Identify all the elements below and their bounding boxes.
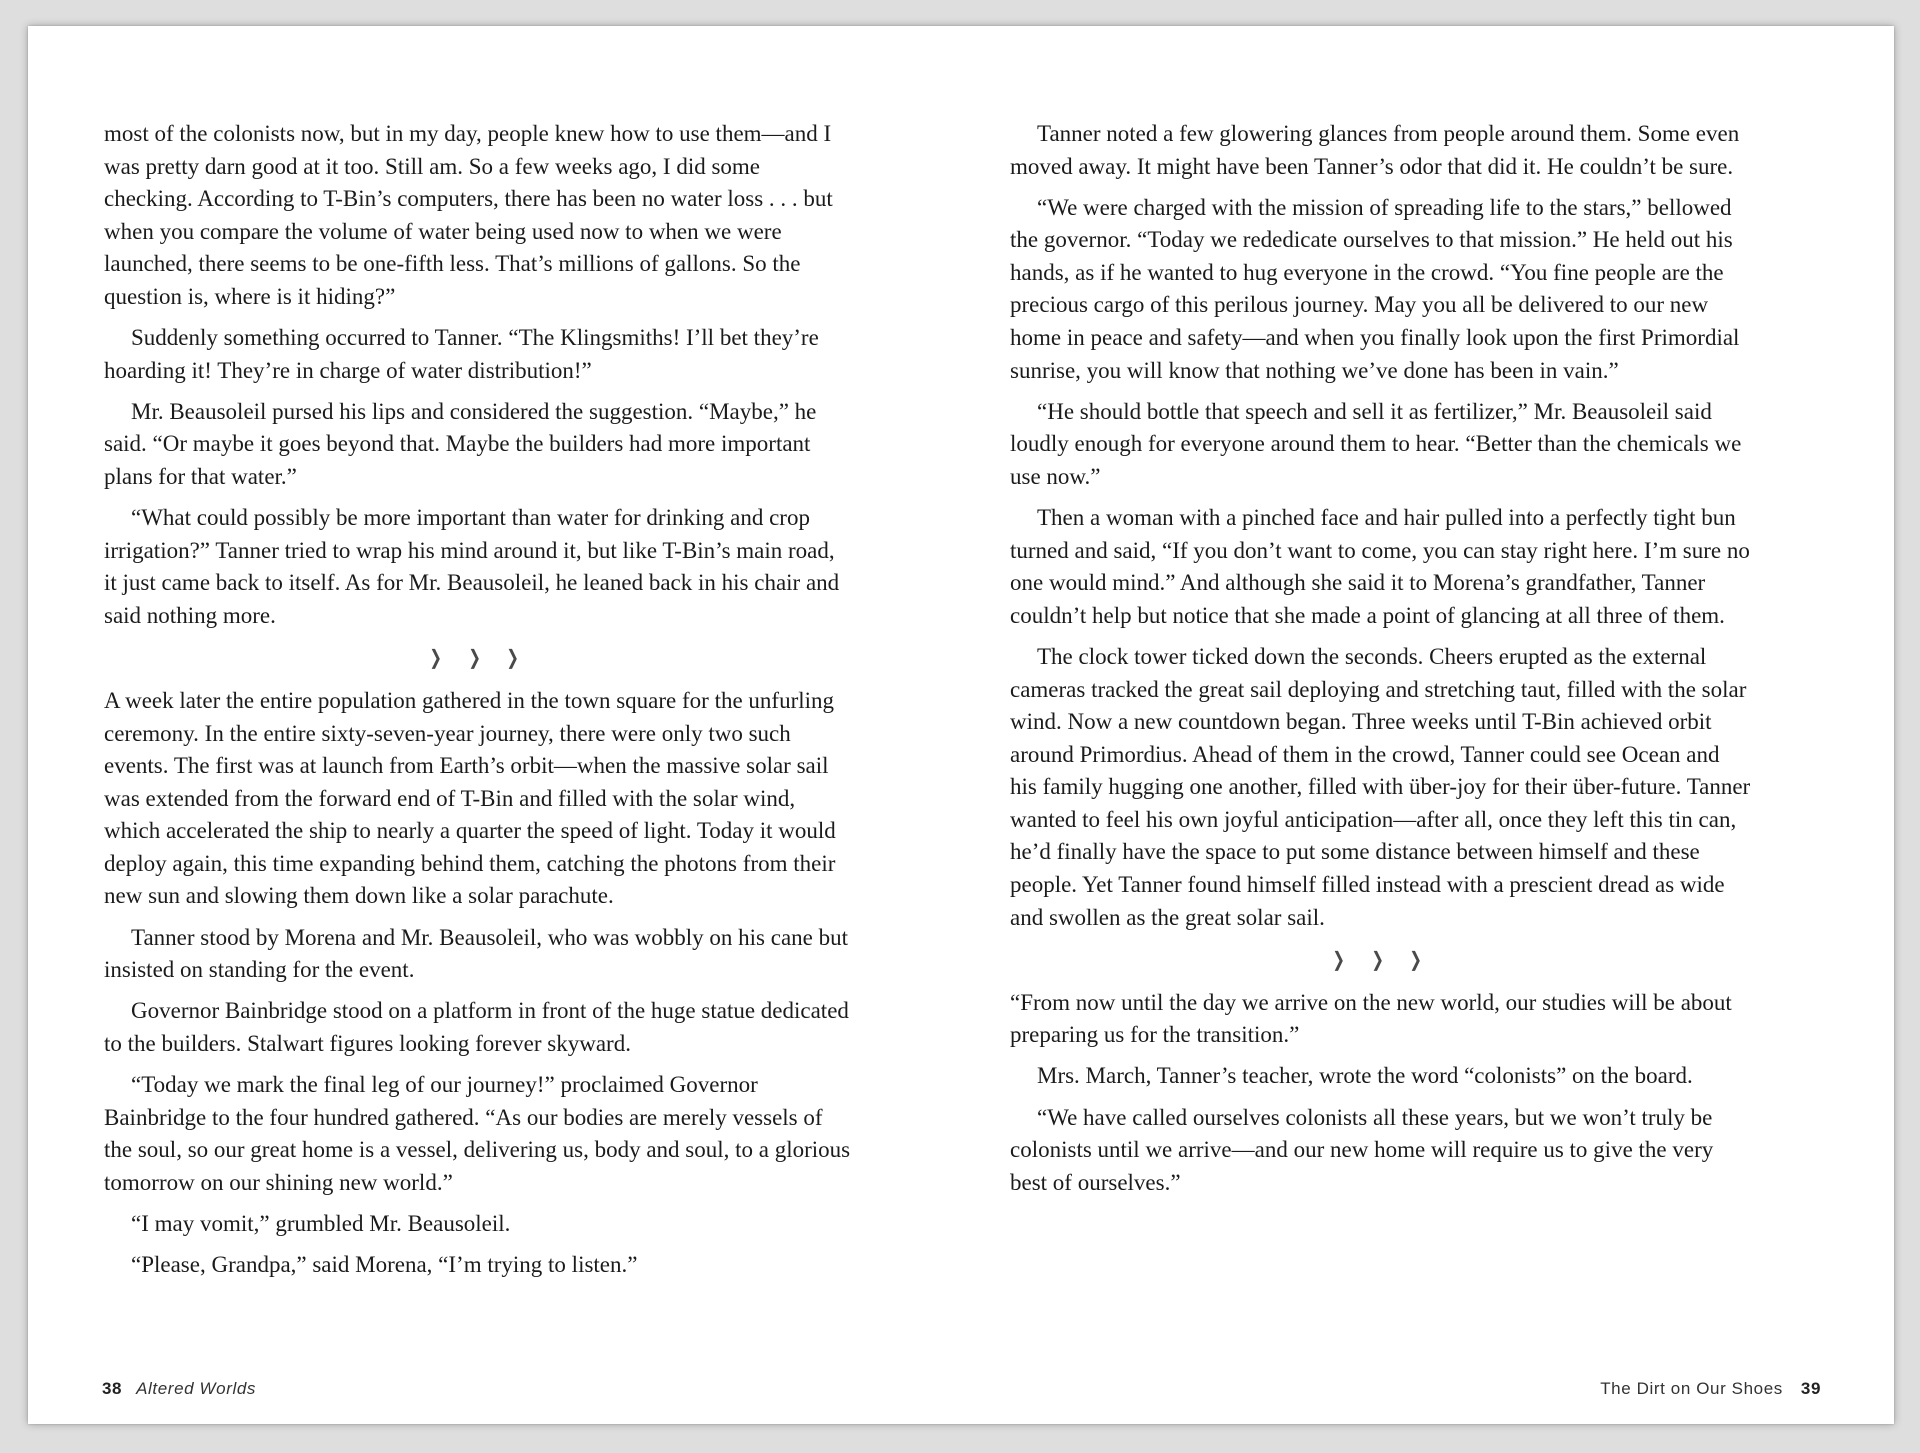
right-page-footer <box>1600 1379 1821 1399</box>
paragraph: Governor Bainbridge stood on a platform in front of the huge statue dedicated to the builders. Stalwart figures looking forever skyward. <box>104 998 849 1056</box>
running-head: Altered Worlds <box>136 1379 256 1398</box>
chevron-right-icon: ❯ <box>1370 946 1392 971</box>
paragraph: Tanner noted a few glowering glances from people around them. Some even moved away. It might have been Tanner’s odor that did it. He couldn’t be sure. <box>1010 121 1740 179</box>
left-page-footer <box>102 1379 256 1399</box>
book-spread <box>28 26 1894 1424</box>
paragraph: Mrs. March, Tanner’s teacher, wrote the word “colonists” on the board. <box>1037 1063 1693 1089</box>
section-break-ornament <box>1010 943 1752 975</box>
page-number: 38 <box>102 1379 123 1398</box>
left-page <box>28 26 961 1424</box>
paragraph: Mr. Beausoleil pursed his lips and considered the suggestion. “Maybe,” he said. “Or maybe it goes beyond that. Maybe the builders had more important plans for that water.” <box>104 398 817 489</box>
chevron-right-icon: ❯ <box>506 644 527 669</box>
page-number: 39 <box>1800 1379 1821 1398</box>
paragraph: Then a woman with a pinched face and hair pulled into a perfectly tight bun turned and said, “If you don’t want to come, you can stay right here. I’m sure no one would mind.” And although she said it to Morena’s grandfather, Tanner couldn’t help but notice that she made a point of glancing at all three of them. <box>1010 505 1750 628</box>
chevron-right-icon: ❯ <box>1332 946 1353 971</box>
right-page <box>961 26 1894 1424</box>
chevron-right-icon: ❯ <box>429 644 450 669</box>
paragraph: “He should bottle that speech and sell it as fertilizer,” Mr. Beausoleil said loudly enough for everyone around them to hear. “Better than the chemicals we use now.” <box>1010 398 1742 489</box>
paragraph: “We have called ourselves colonists all these years, but we won’t truly be colonists until we arrive—and our new home will require us to give the very best of ourselves.” <box>1010 1104 1714 1195</box>
right-page-body <box>1010 118 1752 1208</box>
paragraph: most of the colonists now, but in my day, people knew how to use them—and I was pretty darn good at it too. Still am. So a few weeks ago, I did some checking. According to T-Bin’s computers, there has been no water loss . . . but when you compare the volume of water being used now to when we were launched, there seems to be one-fifth less. That’s millions of gallons. So the question is, where is it hiding?” <box>104 121 833 309</box>
paragraph: Tanner stood by Morena and Mr. Beausoleil, who was wobbly on his cane but insisted on standing for the event. <box>104 924 849 983</box>
paragraph: A week later the entire population gathered in the town square for the unfurling ceremony. In the entire sixty-seven-year journey, there were only two such events. The first was at launch from Earth’s orbit—when the massive solar sail was extended from the forward end of T-Bin and filled with the solar wind, which accelerated the ship to nearly a quarter the speed of light. Today it would deploy again, this time expanding behind them, catching the photons from their new sun and slowing them down like a solar parachute. <box>104 687 836 909</box>
chevron-right-icon: ❯ <box>467 644 489 669</box>
paragraph: “Please, Grandpa,” said Morena, “I’m trying to listen.” <box>131 1251 638 1277</box>
chevron-right-icon: ❯ <box>1409 946 1430 971</box>
paragraph: “From now until the day we arrive on the new world, our studies will be about preparing us for the transition.” <box>1010 989 1732 1048</box>
section-break-ornament <box>104 641 852 673</box>
paragraph: The clock tower ticked down the seconds. Cheers erupted as the external cameras tracked the great sail deploying and stretching taut, filled with the solar wind. Now a new countdown began. Three weeks until T-Bin achieved orbit around Primordius. Ahead of them in the crowd, Tanner could see Ocean and his family hugging one another, filled with über-joy for their über-future. Tanner wanted to feel his own joyful anticipation—after all, once they left this tin can, he’d finally have the space to put some distance between himself and these people. Yet Tanner found himself filled instead with a prescient dread as wide and swollen as the great solar sail. <box>1010 643 1751 930</box>
paragraph: “Today we mark the final leg of our journey!” proclaimed Governor Bainbridge to the four hundred gathered. “As our bodies are merely vessels of the soul, so our great home is a vessel, delivering us, body and soul, to a glorious tomorrow on our shining new world.” <box>104 1071 851 1195</box>
left-page-body <box>104 118 852 1290</box>
paragraph: “I may vomit,” grumbled Mr. Beausoleil. <box>131 1210 511 1236</box>
paragraph: “We were charged with the mission of spreading life to the stars,” bellowed the governor. “Today we rededicate ourselves to that mission.” He held out his hands, as if he wanted to hug everyone in the crowd. “You fine people are the precious cargo of this perilous journey. May you all be delivered to our new home in peace and safety—and when you finally look upon the first Primordial sunrise, you will know that nothing we’ve done has been in vain.” <box>1010 194 1740 383</box>
paragraph: “What could possibly be more important than water for drinking and crop irrigation?” Tanner tried to wrap his mind around it, but like T-Bin’s main road, it just came back to itself. As for Mr. Beausoleil, he leaned back in his chair and said nothing more. <box>104 505 840 628</box>
paragraph: Suddenly something occurred to Tanner. “The Klingsmiths! I’ll bet they’re hoarding it! They’re in charge of water distribution!” <box>104 325 819 383</box>
running-head: The Dirt on Our Shoes <box>1600 1379 1783 1398</box>
